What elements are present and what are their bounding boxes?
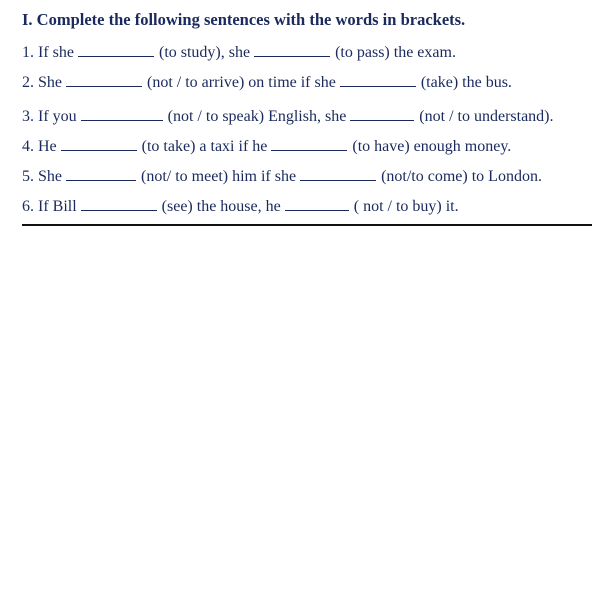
- sentence-2: [22, 72, 512, 93]
- sentence-text: (to study), she: [158, 44, 251, 61]
- sentence-number: 4.: [22, 138, 34, 155]
- sentence-text: (take) the bus.: [420, 74, 512, 91]
- answer-blank[interactable]: [61, 136, 137, 151]
- sentence-6: [22, 196, 459, 217]
- section-divider: [22, 224, 592, 226]
- answer-blank[interactable]: [254, 42, 330, 57]
- sentence-text: (to take) a taxi if he: [141, 138, 268, 155]
- sentence-text: (not / to arrive) on time if she: [147, 74, 336, 91]
- answer-blank[interactable]: [271, 136, 347, 151]
- sentence-number: 5.: [22, 168, 34, 185]
- sentence-number: 6.: [22, 198, 34, 215]
- sentence-text: She: [38, 168, 62, 185]
- answer-blank[interactable]: [350, 106, 414, 121]
- sentence-4: [22, 136, 511, 157]
- exercise-title: I. Complete the following sentences with the words in brackets.: [22, 10, 466, 29]
- sentence-text: ( not / to buy) it.: [353, 198, 459, 215]
- sentence-text: If you: [38, 108, 77, 125]
- sentence-text: He: [38, 138, 57, 155]
- answer-blank[interactable]: [81, 196, 157, 211]
- sentence-number: 1.: [22, 44, 34, 61]
- answer-blank[interactable]: [66, 72, 142, 87]
- sentence-1: [22, 42, 456, 63]
- sentence-5: [22, 166, 542, 187]
- sentence-text: (not/ to meet) him if she: [141, 168, 297, 185]
- answer-blank[interactable]: [300, 166, 376, 181]
- answer-blank[interactable]: [81, 106, 163, 121]
- sentence-number: 3.: [22, 108, 34, 125]
- answer-blank[interactable]: [285, 196, 349, 211]
- sentence-text: If Bill: [38, 198, 77, 215]
- sentence-3: [22, 106, 554, 127]
- sentence-text: (to have) enough money.: [352, 138, 512, 155]
- answer-blank[interactable]: [66, 166, 136, 181]
- sentence-text: (to pass) the exam.: [335, 44, 456, 61]
- sentence-number: 2.: [22, 74, 34, 91]
- sentence-text: (not / to speak) English, she: [167, 108, 347, 125]
- sentence-text: (not/to come) to London.: [381, 168, 542, 185]
- answer-blank[interactable]: [340, 72, 416, 87]
- sentence-text: (not / to understand).: [419, 108, 554, 125]
- sentence-text: If she: [38, 44, 74, 61]
- sentence-text: (see) the house, he: [161, 198, 281, 215]
- sentence-text: She: [38, 74, 62, 91]
- answer-blank[interactable]: [78, 42, 154, 57]
